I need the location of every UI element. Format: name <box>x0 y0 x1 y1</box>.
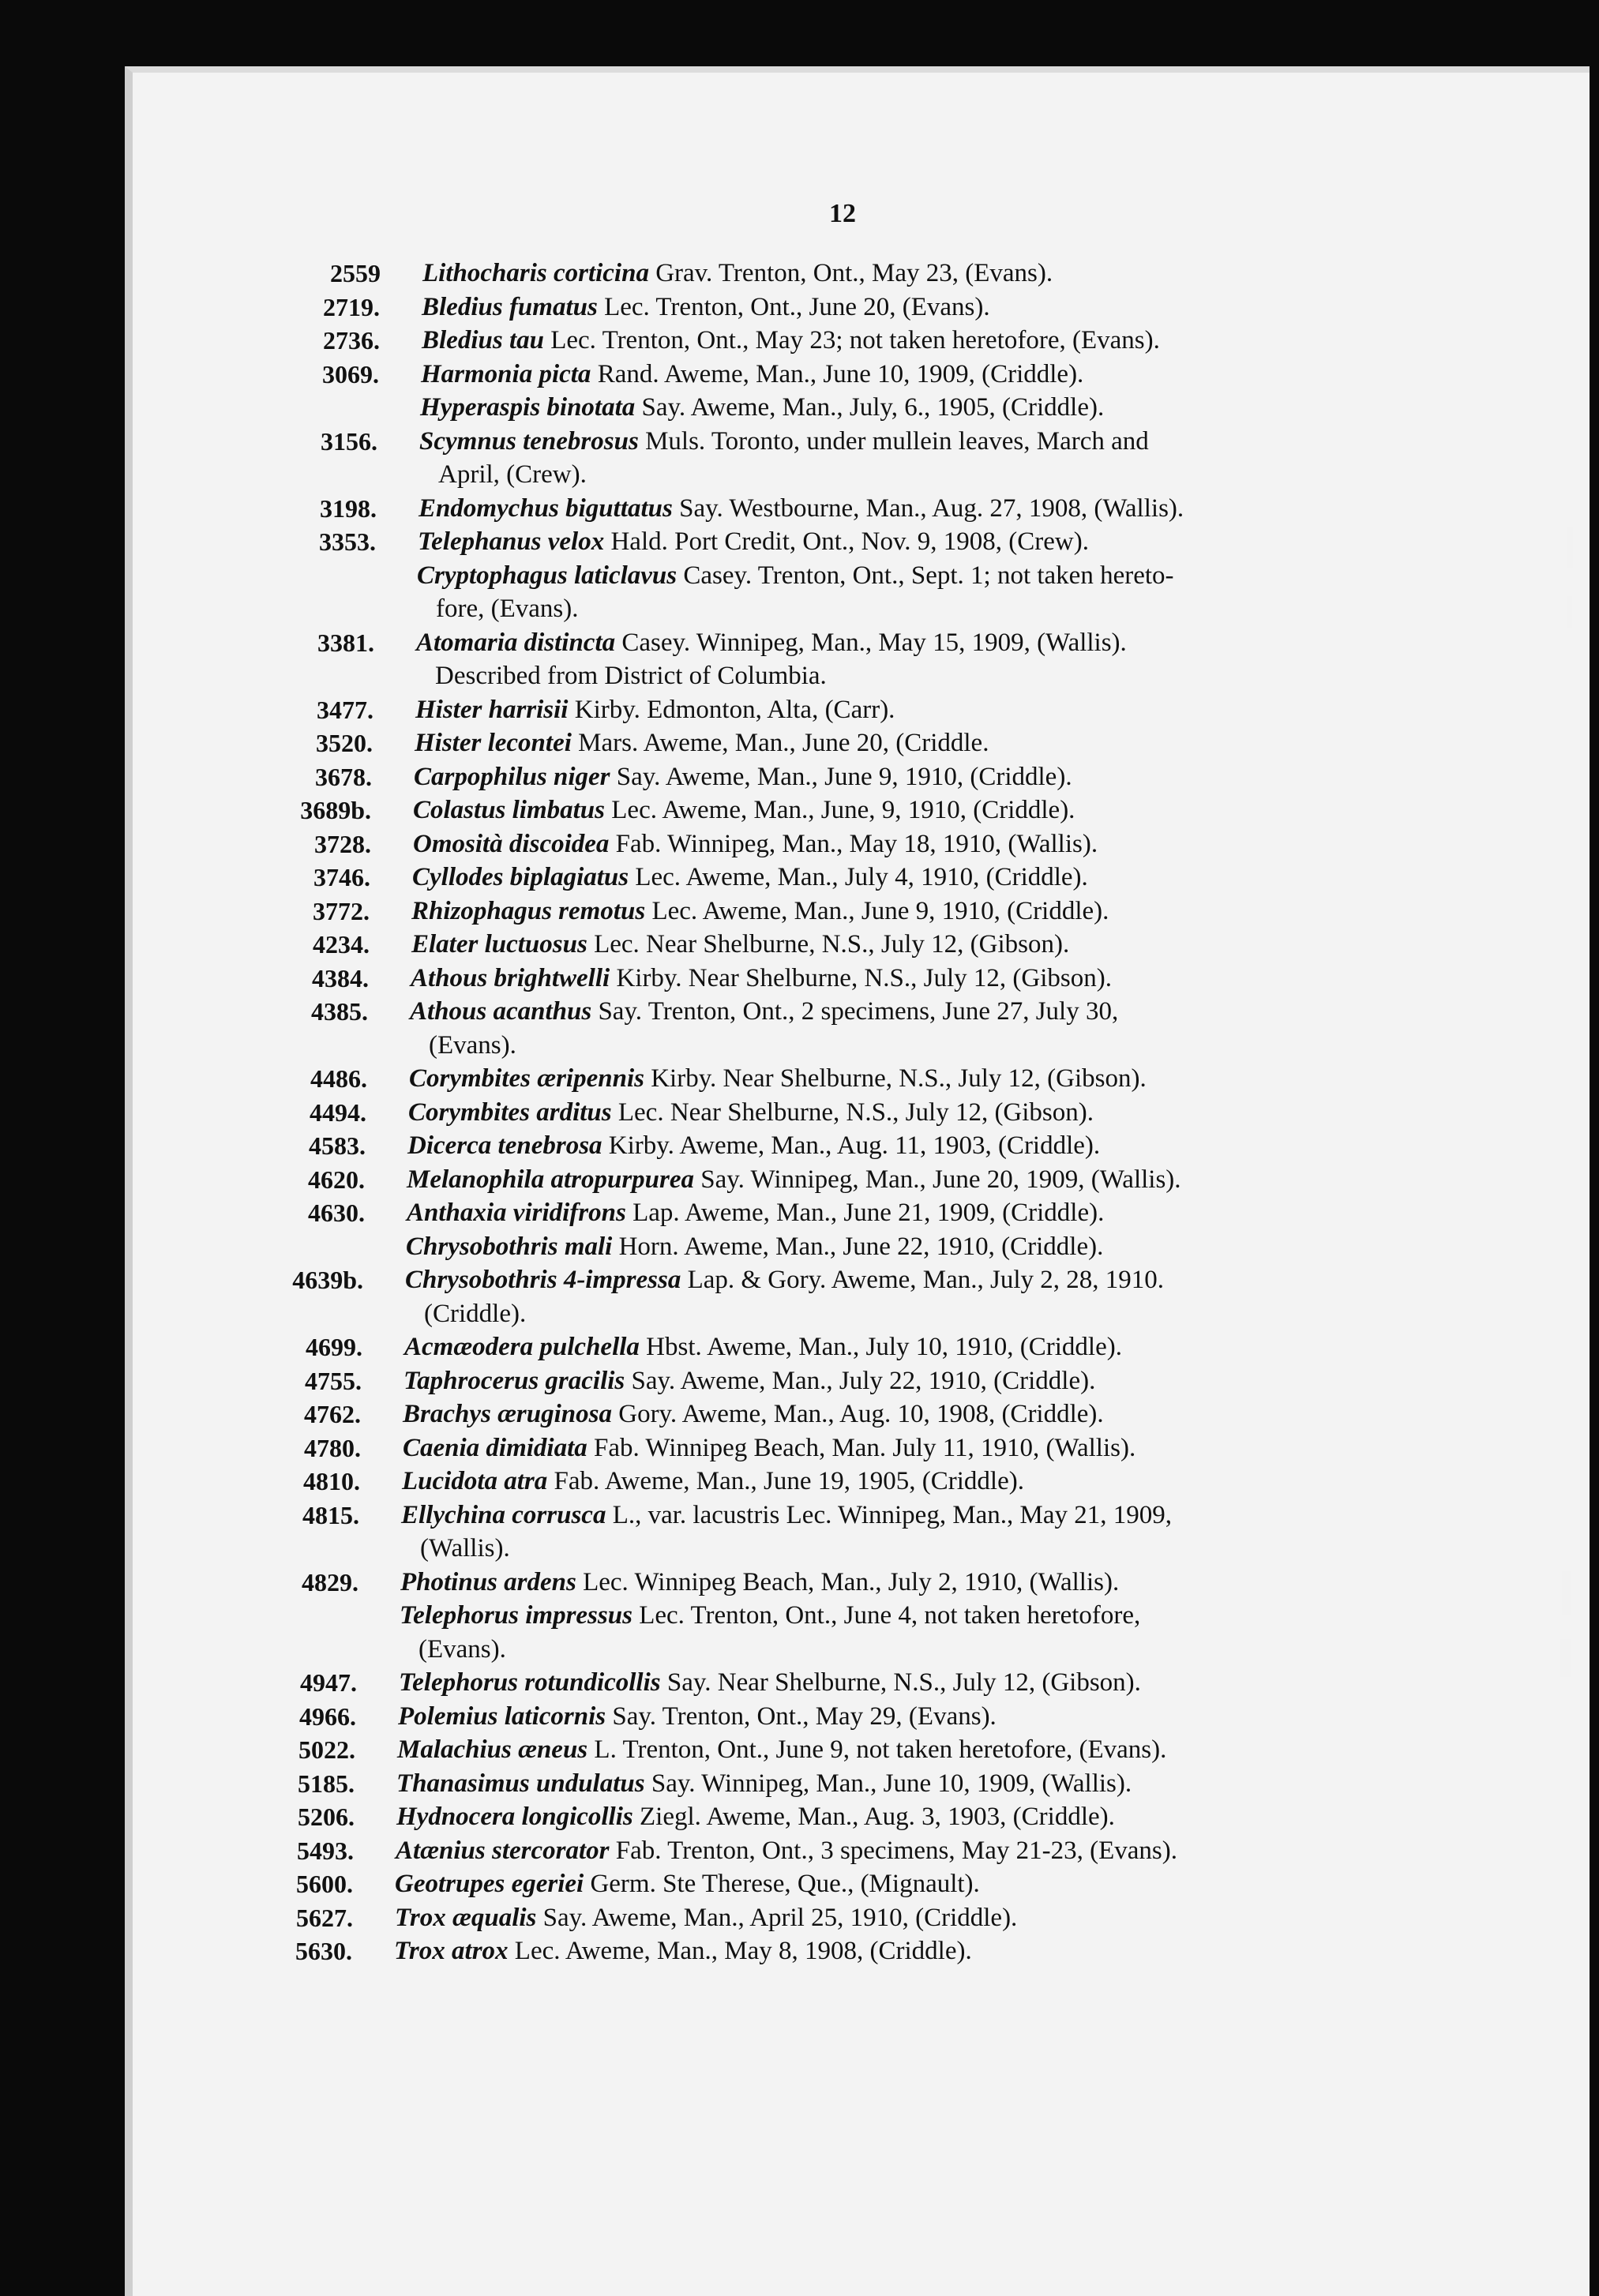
species-name: Chrysobothris mali <box>406 1232 613 1261</box>
species-name: Brachys æruginosa <box>403 1400 612 1428</box>
entry-line <box>420 392 1104 423</box>
entry-line <box>409 1063 1147 1094</box>
record-text: Lec. Trenton, Ont., June 4, not taken heretofore, <box>632 1601 1141 1630</box>
record-continuation: fore, (Evans). <box>436 595 579 623</box>
entry-number: 4780. <box>304 1433 361 1462</box>
record-text: Lap. Aweme, Man., June 21, 1909, (Criddle). <box>625 1199 1105 1227</box>
species-name: Trox æqualis <box>395 1903 537 1932</box>
record-text: Casey. Trenton, Ont., Sept. 1; not taken hereto- <box>677 561 1174 590</box>
species-name: Rhizophagus remotus <box>411 896 646 925</box>
record-text: Lec. Near Shelburne, N.S., July 12, (Gibson). <box>611 1097 1094 1127</box>
entry-line <box>416 627 1127 658</box>
record-continuation: Described from District of Columbia. <box>435 662 827 690</box>
entry-line <box>419 493 1184 524</box>
entry-line <box>414 761 1072 793</box>
record-text: Fab. Aweme, Man., June 19, 1905, (Criddle). <box>547 1467 1024 1495</box>
species-name: Telephorus rotundicollis <box>399 1668 661 1697</box>
entry-number: 4815. <box>302 1500 359 1529</box>
record-text: L. Trenton, Ont., June 9, not taken heretofore, (Evans). <box>587 1735 1167 1764</box>
entry-number: 5630. <box>295 1937 352 1965</box>
entry-line <box>406 1231 1103 1262</box>
record-text: Kirby. Edmonton, Alta, (Carr). <box>568 695 895 724</box>
binding-mark <box>1560 1639 1571 1677</box>
species-name: Hister harrisii <box>415 695 569 724</box>
species-name: Lucidota atra <box>402 1467 548 1495</box>
entry-line <box>415 727 989 759</box>
entry-number: 4630. <box>308 1199 365 1227</box>
record-continuation: (Criddle). <box>424 1299 527 1328</box>
species-name: Athous acanthus <box>410 997 592 1026</box>
record-text: Say. Winnipeg, Man., June 10, 1909, (Wallis). <box>644 1769 1132 1798</box>
record-text: Ziegl. Aweme, Man., Aug. 3, 1903, (Criddle). <box>632 1803 1115 1831</box>
record-text: Lec. Near Shelburne, N.S., July 12, (Gibson). <box>587 930 1070 959</box>
entry-number: 4966. <box>299 1701 356 1731</box>
entry-number: 4486. <box>310 1064 367 1093</box>
record-text: Kirby. Near Shelburne, N.S., July 12, (Gibson). <box>644 1064 1147 1093</box>
species-name: Geotrupes egeriei <box>395 1870 584 1898</box>
record-text: Lap. & Gory. Aweme, Man., July 2, 28, 1910. <box>681 1266 1165 1294</box>
record-text: Fab. Trenton, Ont., 3 specimens, May 21-23, (Evans). <box>609 1836 1178 1865</box>
species-name: Scymnus tenebrosus <box>419 426 639 456</box>
entry-number: 4234. <box>313 930 370 959</box>
record-text: Germ. Ste Therese, Que., (Mignault). <box>584 1870 980 1898</box>
entry-number: 5022. <box>298 1735 355 1764</box>
species-name: Omosità discoidea <box>413 829 610 858</box>
species-name: Melanophila atropurpurea <box>407 1165 694 1194</box>
entry-line <box>404 1331 1122 1363</box>
entry-line <box>403 1398 1104 1430</box>
entry-number: 3728. <box>314 829 371 858</box>
species-name: Lithocharis corticina <box>422 259 649 287</box>
entry-number: 3477. <box>317 695 373 724</box>
entry-number: 3689b. <box>300 796 371 824</box>
entry-number: 4384. <box>312 963 369 992</box>
entry-number: 4639b. <box>292 1266 363 1294</box>
entry-number: 4583. <box>309 1131 366 1160</box>
species-name: Ellychina corrusca <box>401 1500 606 1529</box>
entry-number: 4699. <box>306 1333 362 1361</box>
entry-line <box>400 1566 1119 1598</box>
page-number: 12 <box>829 199 856 228</box>
binding-mark <box>1567 596 1572 628</box>
species-name: Malachius æneus <box>397 1735 588 1764</box>
entry-number: 4494. <box>310 1097 366 1127</box>
record-continuation: April, (Crew). <box>438 460 587 489</box>
species-name: Bledius tau <box>422 326 544 355</box>
entry-number: 3353. <box>319 527 376 556</box>
entry-line <box>405 1264 1164 1296</box>
record-text: Lec. Trenton, Ont., June 20, (Evans). <box>597 292 990 321</box>
entry-line <box>401 1499 1172 1531</box>
species-name: Thanasimus undulatus <box>396 1769 645 1798</box>
species-name: Telephanus velox <box>418 527 605 556</box>
entry-number: 4755. <box>305 1366 362 1395</box>
entry-number: 4810. <box>303 1467 360 1495</box>
species-name: Cyllodes biplagiatus <box>412 863 629 891</box>
species-name: Taphrocerus gracilis <box>404 1366 625 1395</box>
record-text: Say. Aweme, Man., July, 6., 1905, (Criddle). <box>635 393 1105 422</box>
entry-line <box>404 1365 1095 1397</box>
record-text: Say. Near Shelburne, N.S., July 12, (Gibson). <box>660 1668 1141 1697</box>
record-text: Say. Aweme, Man., April 25, 1910, (Criddle). <box>536 1903 1018 1932</box>
species-name: Carpophilus niger <box>414 762 610 791</box>
species-name: Dicerca tenebrosa <box>407 1131 602 1160</box>
species-name: Hydnocera longicollis <box>396 1803 633 1831</box>
species-name: Chrysobothris 4-impressa <box>405 1266 681 1294</box>
species-name: Atomaria distincta <box>416 628 616 657</box>
entry-number: 4620. <box>308 1165 365 1194</box>
entry-line <box>422 291 990 323</box>
record-text: Lec. Winnipeg Beach, Man., July 2, 1910, (Wallis). <box>576 1567 1120 1596</box>
entry-line <box>413 794 1075 826</box>
species-name: Athous brightwelli <box>411 963 610 992</box>
entry-line <box>417 560 1174 591</box>
entry-line <box>402 1465 1024 1497</box>
species-name: Acmæodera pulchella <box>404 1333 640 1361</box>
entry-line <box>395 1868 980 1900</box>
species-name: Harmonia picta <box>421 359 591 388</box>
record-text: Lec. Trenton, Ont., May 23; not taken heretofore, (Evans). <box>543 326 1160 355</box>
binding-mark <box>1567 527 1573 568</box>
entry-number: 2736. <box>323 326 380 355</box>
entry-line <box>411 929 1069 960</box>
species-name: Hister lecontei <box>415 729 572 757</box>
entry-line <box>419 426 1149 457</box>
entry-number: 4829. <box>302 1567 358 1596</box>
record-text: Lec. Aweme, Man., May 8, 1908, (Criddle). <box>508 1937 972 1965</box>
entry-line <box>412 861 1088 893</box>
record-text: Say. Westbourne, Man., Aug. 27, 1908, (Wallis). <box>672 493 1184 523</box>
entry-number: 5206. <box>298 1803 355 1831</box>
record-text: Kirby. Near Shelburne, N.S., July 12, (Gibson). <box>610 963 1112 992</box>
record-text: Mars. Aweme, Man., June 20, (Criddle. <box>571 729 989 757</box>
entry-line <box>407 1197 1104 1229</box>
entry-line <box>396 1835 1177 1866</box>
entry-number: 2559 <box>330 259 381 287</box>
entry-number: 4385. <box>311 997 368 1026</box>
record-text: Hbst. Aweme, Man., July 10, 1910, (Criddle). <box>639 1333 1122 1361</box>
entry-line <box>422 257 1053 289</box>
entry-line <box>394 1935 972 1967</box>
entry-line <box>407 1130 1100 1161</box>
species-name: Elater luctuosus <box>411 930 587 959</box>
entry-number: 3678. <box>315 762 372 791</box>
record-text: Say. Trenton, Ont., May 29, (Evans). <box>606 1701 997 1731</box>
record-text: Muls. Toronto, under mullein leaves, March and <box>638 426 1149 456</box>
entry-number: 4947. <box>300 1668 357 1697</box>
entry-number: 5185. <box>298 1769 355 1798</box>
entry-number: 3746. <box>313 863 370 891</box>
species-name: Endomychus biguttatus <box>419 493 673 523</box>
species-name: Hyperaspis binotata <box>420 393 636 422</box>
record-text: Hald. Port Credit, Ont., Nov. 9, 1908, (Crew). <box>604 527 1090 556</box>
entry-line <box>408 1097 1094 1128</box>
species-name: Corymbites æripennis <box>409 1064 644 1093</box>
entry-number: 3520. <box>316 729 373 757</box>
record-text: Say. Aweme, Man., June 9, 1910, (Criddle). <box>610 762 1072 791</box>
record-text: Lec. Aweme, Man., June 9, 1910, (Criddle). <box>645 896 1109 925</box>
entry-line <box>422 325 1160 356</box>
entry-number: 3069. <box>322 359 379 388</box>
record-text: Say. Aweme, Man., July 22, 1910, (Criddle). <box>625 1366 1096 1395</box>
entry-number: 5600. <box>296 1870 353 1898</box>
entry-line <box>407 1164 1181 1195</box>
entry-number: 3198. <box>320 493 377 523</box>
entry-number: 2719. <box>323 292 380 321</box>
entry-number: 4762. <box>304 1400 361 1428</box>
species-name: Telephorus impressus <box>400 1601 632 1630</box>
entry-line <box>396 1768 1132 1799</box>
species-name: Anthaxia viridifrons <box>407 1199 626 1227</box>
entry-line <box>418 526 1089 557</box>
species-name: Cryptophagus laticlavus <box>417 561 678 590</box>
entry-line <box>415 694 895 726</box>
record-text: Lec. Aweme, Man., June, 9, 1910, (Criddle). <box>605 796 1075 824</box>
entry-line <box>400 1600 1140 1631</box>
record-continuation: (Evans). <box>419 1634 506 1664</box>
species-name: Trox atrox <box>394 1937 509 1965</box>
species-name: Atænius stercorator <box>396 1836 610 1865</box>
species-name: Colastus limbatus <box>413 796 606 824</box>
entry-line <box>397 1734 1166 1765</box>
entry-line <box>403 1432 1135 1464</box>
record-text: Lec. Aweme, Man., July 4, 1910, (Criddle). <box>629 863 1088 891</box>
record-continuation: (Evans). <box>429 1030 516 1060</box>
entry-number: 3772. <box>313 896 370 925</box>
entry-number: 5493. <box>297 1836 354 1865</box>
record-text: Grav. Trenton, Ont., May 23, (Evans). <box>648 259 1053 287</box>
record-text: Rand. Aweme, Man., June 10, 1909, (Criddle). <box>591 359 1084 388</box>
entry-number: 5627. <box>296 1903 353 1932</box>
entry-number: 3156. <box>321 426 377 456</box>
record-text: L., var. lacustris Lec. Winnipeg, Man., May 21, 1909, <box>606 1500 1173 1529</box>
entry-line <box>413 828 1098 860</box>
entry-line <box>410 996 1118 1027</box>
record-text: Horn. Aweme, Man., June 22, 1910, (Criddle). <box>612 1232 1104 1261</box>
record-text: Kirby. Aweme, Man., Aug. 11, 1903, (Criddle). <box>602 1131 1101 1160</box>
species-name: Corymbites arditus <box>408 1097 612 1127</box>
record-text: Casey. Winnipeg, Man., May 15, 1909, (Wallis). <box>615 628 1127 657</box>
species-name: Polemius laticornis <box>398 1701 606 1731</box>
record-text: Fab. Winnipeg, Man., May 18, 1910, (Wallis). <box>609 829 1098 858</box>
entry-line <box>396 1801 1115 1833</box>
record-text: Say. Trenton, Ont., 2 specimens, June 27, July 30, <box>591 997 1119 1026</box>
binding-mark <box>1562 1571 1571 1615</box>
entry-line <box>395 1902 1017 1934</box>
entry-line <box>399 1667 1141 1698</box>
species-name: Photinus ardens <box>400 1567 576 1596</box>
entry-line <box>411 962 1112 994</box>
record-text: Say. Winnipeg, Man., June 20, 1909, (Wallis). <box>694 1165 1181 1194</box>
record-text: Fab. Winnipeg Beach, Man. July 11, 1910, (Wallis). <box>587 1433 1136 1462</box>
species-name: Caenia dimidiata <box>403 1433 587 1462</box>
entry-line <box>411 895 1109 927</box>
entry-line <box>421 358 1083 390</box>
record-continuation: (Wallis). <box>420 1534 510 1563</box>
entry-number: 3381. <box>317 628 374 657</box>
record-text: Gory. Aweme, Man., Aug. 10, 1908, (Criddle). <box>611 1400 1104 1428</box>
entry-line <box>398 1701 997 1732</box>
species-name: Bledius fumatus <box>422 292 598 321</box>
